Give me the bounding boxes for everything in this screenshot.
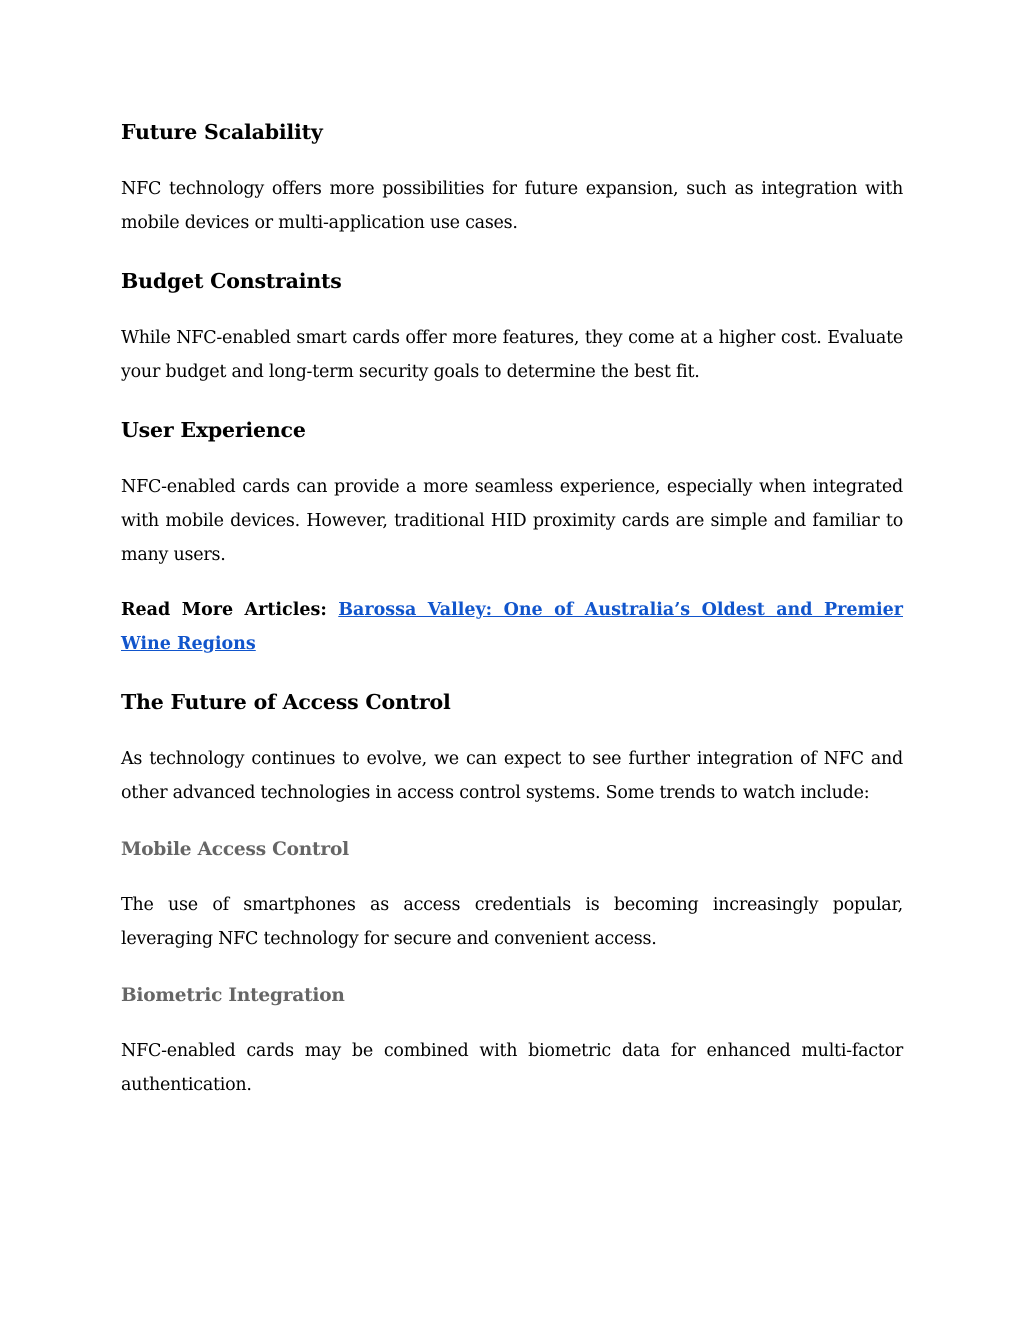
heading-future-of-access-control: The Future of Access Control [121, 690, 451, 714]
heading-user-experience: User Experience [121, 418, 306, 442]
paragraph-future-of-access-control: As technology continues to evolve, we can expect to see further integration of NFC and other advanced technologies in access control systems. Some trends to watch include: [121, 749, 903, 803]
read-more-label: Read More Articles: [121, 600, 339, 620]
paragraph-budget-constraints: While NFC-enabled smart cards offer more features, they come at a higher cost. Evaluate your budget and long-term security goals to determine the best fit. [121, 328, 903, 382]
paragraph-biometric-integration: NFC-enabled cards may be combined with biometric data for enhanced multi-factor authentication. [121, 1041, 903, 1095]
heading-future-scalability: Future Scalability [121, 120, 323, 144]
paragraph-user-experience: NFC-enabled cards can provide a more seamless experience, especially when integrated with mobile devices. However, traditional HID proximity cards are simple and familiar to many users. [121, 477, 903, 565]
read-more-link[interactable]: Barossa Valley: One of Australia’s Oldest and Premier Wine Regions [121, 600, 903, 654]
paragraph-mobile-access-control: The use of smartphones as access credentials is becoming increasingly popular, leveraging NFC technology for secure and convenient access. [121, 895, 903, 949]
heading-budget-constraints: Budget Constraints [121, 269, 342, 293]
paragraph-future-scalability: NFC technology offers more possibilities for future expansion, such as integration with mobile devices or multi-application use cases. [121, 179, 903, 233]
heading-mobile-access-control: Mobile Access Control [121, 839, 349, 860]
heading-biometric-integration: Biometric Integration [121, 985, 345, 1006]
read-more-paragraph [121, 593, 903, 661]
